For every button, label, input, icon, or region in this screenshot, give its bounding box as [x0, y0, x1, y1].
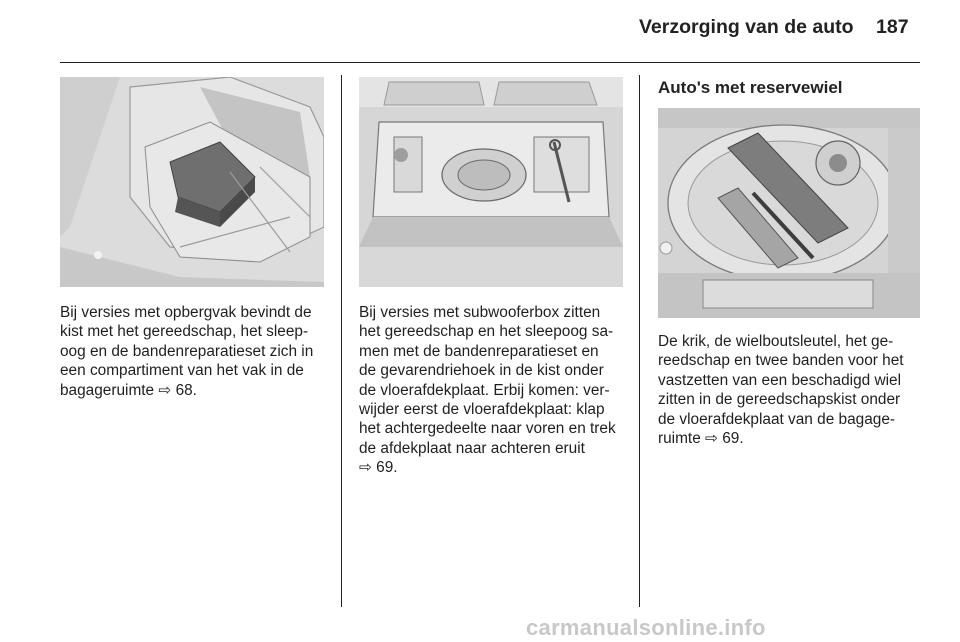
- header-divider: [60, 62, 920, 63]
- column-divider: [341, 75, 342, 607]
- text-line: het achtergedeelte naar voren en trek: [359, 420, 616, 438]
- text-line: oog en de bandenreparatieset zich in: [60, 342, 314, 360]
- column-divider: [639, 75, 640, 607]
- page-number: 187: [876, 16, 909, 38]
- page-title: Verzorging van de auto: [639, 16, 854, 38]
- text-line: Bij versies met subwooferbox zitten: [359, 304, 601, 321]
- text-line: zitten in de gereedschapskist onder: [658, 391, 901, 409]
- text-line: De krik, de wielboutsleutel, het ge-: [658, 333, 894, 350]
- text-line: reedschap en twee banden voor het: [658, 352, 904, 370]
- storage-compartment-illustration: [60, 77, 324, 287]
- text-line: bagageruimte ⇨ 68.: [60, 381, 197, 399]
- spare-wheel-paragraph: [658, 332, 904, 448]
- text-line: de vloerafdekplaat. Erbij komen: ver-: [359, 381, 610, 399]
- text-line: men met de bandenreparatieset en: [359, 342, 599, 360]
- storage-compartment-paragraph: [60, 303, 313, 400]
- text-line: vastzetten van een beschadigd wiel: [658, 371, 901, 389]
- subwoofer-box-illustration: [359, 77, 623, 287]
- text-line: de gevarendriehoek in de kist onder: [359, 362, 604, 380]
- text-line: wijder eerst de vloerafdekplaat: klap: [359, 401, 605, 419]
- subwoofer-box-paragraph: [359, 303, 616, 478]
- text-line: het gereedschap en het sleepoog sa-: [359, 323, 614, 341]
- text-line: kist met het gereedschap, het sleep-: [60, 323, 309, 341]
- section-heading: Auto's met reservewiel: [658, 78, 843, 97]
- text-line: Bij versies met opbergvak bevindt de: [60, 304, 312, 321]
- watermark: carmanualsonline.info: [526, 615, 766, 640]
- text-line: ruimte ⇨ 69.: [658, 430, 744, 448]
- text-line: de vloerafdekplaat van de bagage-: [658, 410, 896, 428]
- spare-wheel-illustration: [658, 108, 920, 318]
- text-line: een compartiment van het vak in de: [60, 362, 304, 380]
- text-line: ⇨ 69.: [359, 459, 398, 477]
- text-line: de afdekplaat naar achteren eruit: [359, 439, 585, 457]
